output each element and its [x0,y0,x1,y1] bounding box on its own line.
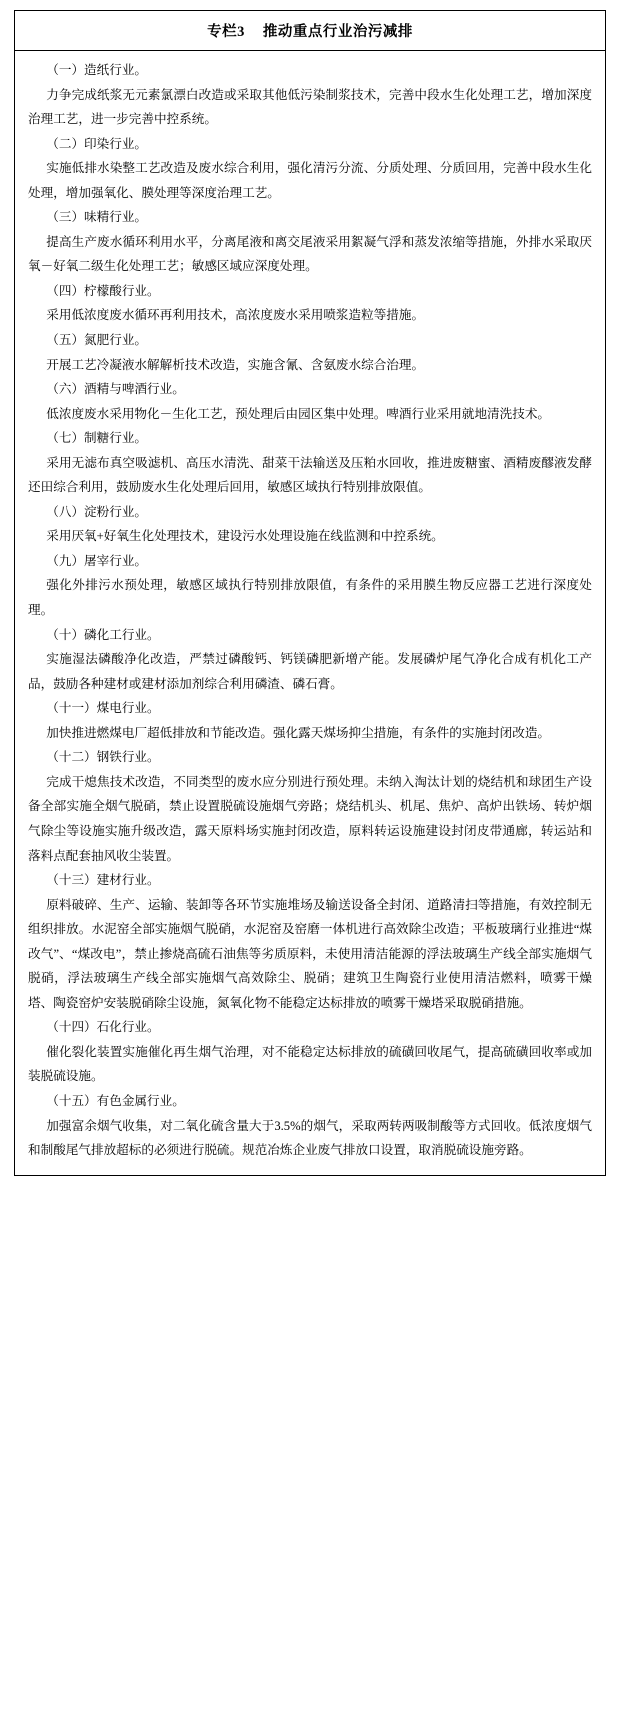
section-heading: （十二）钢铁行业。 [46,750,160,765]
section-body: 加强富余烟气收集，对二氧化硫含量大于3.5%的烟气，采取两转两吸制酸等方式回收。低浓度烟气和制酸尾气排放超标的必须进行脱硫。规范冶炼企业废气排放口设置，取消脱硫设施旁路。 [28,1118,592,1158]
section-body: 强化外排污水预处理，敏感区域执行特别排放限值，有条件的采用膜生物反应器工艺进行深度处理。 [28,578,592,618]
box-title-text: 推动重点行业治污减排 [262,24,413,40]
box-body [15,51,605,1175]
section-heading: （十）磷化工行业。 [46,627,160,642]
section-heading: （十四）石化行业。 [46,1020,160,1035]
section-body: 完成干熄焦技术改造，不同类型的废水应分别进行预处理。未纳入淘汰计划的烧结机和球团生产设备全部实施全烟气脱硝，禁止设置脱硫设施烟气旁路；烧结机头、机尾、焦炉、高炉出铁场、转炉烟气除尘等设施实施升级改造，露天原料场实施封闭改造，原料转运设施建设封闭皮带通廊，转运站和落料点配套抽风收尘装置。 [28,774,592,863]
section-heading: （十一）煤电行业。 [46,701,160,716]
section-heading: （十五）有色金属行业。 [46,1093,185,1108]
section-heading: （二）印染行业。 [46,136,148,151]
section-body: 实施低排水染整工艺改造及废水综合利用，强化清污分流、分质处理、分质回用，完善中段水生化处理，增加强氧化、膜处理等深度治理工艺。 [28,161,592,200]
section-body: 低浓度废水采用物化－生化工艺，预处理后由园区集中处理。啤酒行业采用就地清洗技术。 [46,406,551,421]
section-body: 采用无滤布真空吸滤机、高压水清洗、甜菜干法输送及压粕水回收，推进废糖蜜、酒精废醪液发酵还田综合利用，鼓励废水生化处理后回用，敏感区域执行特别排放限值。 [28,455,592,495]
section-body: 原料破碎、生产、运输、装卸等各环节实施堆场及输送设备全封闭、道路清扫等措施，有效控制无组织排放。水泥窑全部实施烟气脱硝，水泥窑及窑磨一体机进行高效除尘改造；平板玻璃行业推进“煤改气”、“煤改电”，禁止掺烧高硫石油焦等劣质原料，未使用清洁能源的浮法玻璃生产线全部实施烟气脱硝，浮法玻璃生产线全部实施烟气高效除尘、脱硝；建筑卫生陶瓷行业使用清洁燃料，喷雾干燥塔、陶瓷窑炉安装脱硝除尘设施，氮氧化物不能稳定达标排放的喷雾干燥塔采取脱硝措施。 [28,897,592,1010]
section-heading: （四）柠檬酸行业。 [46,283,160,298]
section-body: 采用低浓度废水循环再利用技术，高浓度废水采用喷浆造粒等措施。 [46,308,425,323]
section-body: 实施湿法磷酸净化改造，严禁过磷酸钙、钙镁磷肥新增产能。发展磷炉尾气净化合成有机化工产品，鼓励各种建材或建材添加剂综合利用磷渣、磷石膏。 [28,652,592,691]
section-heading: （三）味精行业。 [46,210,148,225]
box-title-label: 专栏3 [207,24,245,40]
section-heading: （八）淀粉行业。 [46,504,148,519]
section-body: 采用厌氧+好氧生化处理技术，建设污水处理设施在线监测和中控系统。 [46,529,444,544]
section-body: 力争完成纸浆无元素氯漂白改造或采取其他低污染制浆技术，完善中段水生化处理工艺，增加深度治理工艺，进一步完善中控系统。 [28,87,592,127]
section-heading: （六）酒精与啤酒行业。 [46,382,185,397]
section-heading: （一）造纸行业。 [46,63,148,77]
section-heading: （十三）建材行业。 [46,873,160,888]
section-heading: （七）制糖行业。 [46,431,148,446]
section-body: 开展工艺冷凝液水解解析技术改造，实施含氰、含氨废水综合治理。 [46,357,425,372]
box-title [15,11,605,51]
section-heading: （九）屠宰行业。 [46,553,148,568]
section-body: 催化裂化装置实施催化再生烟气治理，对不能稳定达标排放的硫磺回收尾气，提高硫磺回收率或加装脱硫设施。 [28,1044,592,1084]
highlight-box [14,10,606,1176]
section-body: 加快推进燃煤电厂超低排放和节能改造。强化露天煤场抑尘措施，有条件的实施封闭改造。 [46,725,551,740]
section-body: 提高生产废水循环利用水平，分离尾液和离交尾液采用絮凝气浮和蒸发浓缩等措施，外排水采取厌氧－好氧二级生化处理工艺；敏感区域应深度处理。 [28,234,592,274]
section-heading: （五）氮肥行业。 [46,333,148,348]
